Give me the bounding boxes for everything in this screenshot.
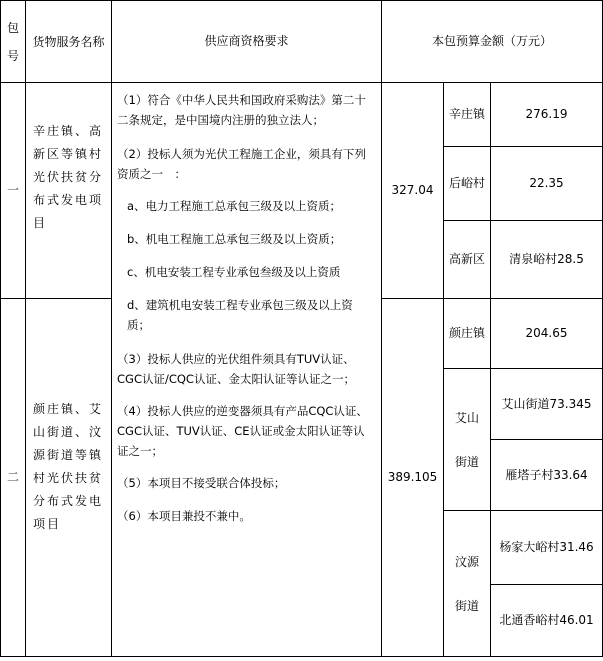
header-goods: [26, 1, 111, 82]
package-1-area-3: [444, 221, 490, 298]
value-label: 艾山街道73.345: [501, 396, 592, 411]
header-budget: [382, 1, 602, 82]
header-budget-text: 本包预算金额（万元）: [431, 34, 552, 48]
package-2-name-text: 颜庄镇、艾山街道、汶源街道等镇村光伏扶贫分布式发电项目: [33, 402, 104, 531]
value-label: 清泉峪村28.5: [509, 252, 584, 266]
header-package: [1, 1, 25, 82]
package-1-number: [1, 83, 25, 298]
requirement-item: d、建筑机电安装工程专业承包三级及以上资质；: [127, 298, 353, 332]
value-label: 276.19: [525, 107, 568, 121]
area-label: 汶源街道: [454, 554, 479, 613]
package-2-area-2: [444, 369, 490, 510]
package-2-area-1: [444, 299, 490, 368]
area-label: 后峪村: [448, 176, 485, 190]
package-1-area-1: [444, 83, 490, 146]
header-requirements: [112, 1, 381, 82]
area-label: 颜庄镇: [448, 326, 485, 340]
requirement-item: （6）本项目兼投不兼中。: [117, 509, 251, 523]
header-goods-text: 货物服务名称: [32, 34, 105, 49]
requirement-item: （2）投标人须为光伏工程施工企业，须具有下列资质之一 ：: [117, 147, 366, 181]
package-1-value-2: [491, 147, 602, 220]
package-2-area-4: [444, 511, 490, 656]
package-2-number-text: 二: [6, 470, 19, 484]
requirement-item: （5）本项目不接受联合体投标；: [117, 476, 286, 490]
package-1-total: [382, 83, 443, 298]
requirement-item: a、电力工程施工总承包三级及以上资质；: [127, 199, 342, 213]
package-2-total: [382, 299, 443, 656]
package-2-number: [1, 299, 25, 656]
value-label: 杨家大峪村31.46: [499, 540, 594, 554]
package-1-name-text: 辛庄镇、高新区等镇村光伏扶贫分布式发电项目: [33, 124, 104, 230]
requirement-item: b、机电工程施工总承包三级及以上资质；: [127, 232, 342, 246]
requirement-item: （3）投标人供应的光伏组件须具有TUV认证、CGC认证/CQC认证、金太阳认证等认证之一；: [117, 352, 355, 386]
value-label: 雁塔子村33.64: [505, 467, 588, 482]
package-2-value-3: [491, 440, 602, 510]
package-1-value-3: [491, 221, 602, 298]
package-1-name: [33, 120, 105, 235]
package-2-value-1: [491, 299, 602, 368]
value-label: 204.65: [525, 326, 568, 340]
package-2-name: [33, 398, 105, 536]
value-label: 北通香峪村46.01: [499, 613, 594, 627]
package-1-total-text: 327.04: [391, 183, 434, 197]
package-2-total-text: 389.105: [387, 470, 438, 484]
area-label: 高新区: [448, 252, 485, 266]
package-2-value-4: [491, 511, 602, 584]
package-2-value-2: [491, 369, 602, 439]
header-package-text: 包号: [7, 20, 20, 63]
package-2-value-5: [491, 585, 602, 656]
package-1-number-text: 一: [6, 183, 19, 197]
area-label: 艾山街道: [454, 410, 479, 469]
requirement-item: （4）投标人供应的逆变器须具有产品CQC认证、CGC认证、TUV认证、CE认证或金太阳认证等认证之一；: [117, 404, 368, 458]
header-requirements-text: 供应商资格要求: [204, 34, 289, 48]
value-label: 22.35: [529, 176, 564, 190]
area-label: 辛庄镇: [448, 107, 485, 121]
requirement-item: （1）符合《中华人民共和国政府采购法》第二十二条规定，是中国境内注册的独立法人；: [117, 93, 366, 127]
package-1-area-2: [444, 147, 490, 220]
package-1-value-1: [491, 83, 602, 146]
requirements-list: [111, 86, 381, 526]
requirement-item: c、机电安装工程专业承包叁级及以上资质: [127, 265, 341, 279]
